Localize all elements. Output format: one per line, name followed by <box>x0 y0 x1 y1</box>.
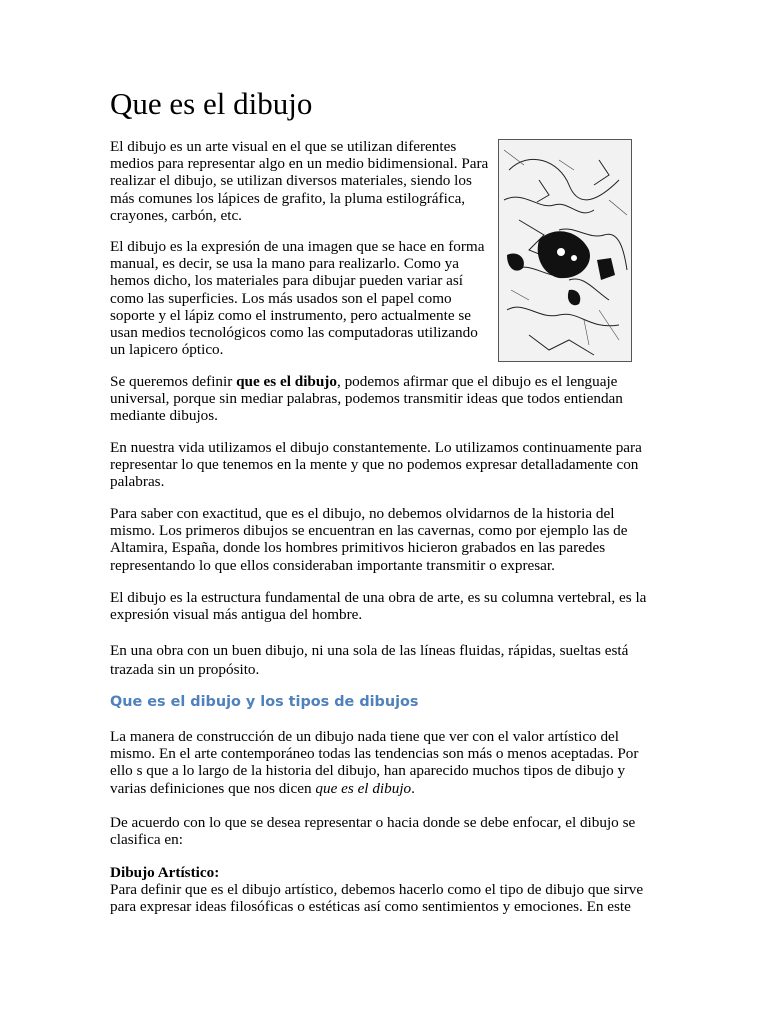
definition-bold-term: que es el dibujo <box>236 373 337 390</box>
paragraph-purpose: En una obra con un buen dibujo, ni una sola de las líneas fluidas, rápidas, sueltas está trazada sin un propósito. <box>110 642 629 678</box>
construction-italic-term: que es el dibujo <box>315 779 412 797</box>
artistic-heading: Dibujo Artístico: <box>110 864 220 881</box>
paragraph-intro-2: El dibujo es la expresión de una imagen que se hace en forma manual, es decir, se usa la mano para realizarlo. Como ya hemos dicho, los materiales para dibujar pueden variar así como las superficies. Los más usados son el papel como soporte y el lápiz como el instrumento, pero actualmente se usan medios tecnológicos como las computadoras utilizando un lapicero óptico. <box>110 238 485 359</box>
page-title: Que es el dibujo <box>110 86 313 121</box>
paragraph-definition <box>110 373 660 425</box>
definition-text-before: Se queremos definir <box>110 373 237 390</box>
construction-text-before: La manera de construcción de un dibujo nada tiene que ver con el valor artístico del mismo. En el arte contemporáneo todas las tendencias son más o menos aceptadas. Por ello s que a lo largo de la historia del dibujo, han aparecido muchos tipos de dibujo y varias definiciones que nos dicen <box>110 728 639 797</box>
paragraph-artistic <box>110 864 660 916</box>
section-heading-types: Que es el dibujo y los tipos de dibujos <box>110 694 419 710</box>
paragraph-structure: El dibujo es la estructura fundamental de una obra de arte, es su columna vertebral, es la expresión visual más antigua del hombre. <box>110 589 647 624</box>
construction-text-after: . <box>411 779 415 797</box>
artistic-text: Para definir que es el dibujo artístico, debemos hacerlo como el tipo de dibujo que sirve para expresar ideas filosóficas o estéticas así como sentimientos y emociones. En este <box>110 881 644 916</box>
paragraph-classification: De acuerdo con lo que se desea representar o hacia donde se debe enfocar, el dibujo se clasifica en: <box>110 814 636 849</box>
ink-drawing-figure <box>499 140 631 361</box>
definition-text-after: , podemos afirmar que el dibujo es el lenguaje universal, porque sin mediar palabras, podemos transmitir ideas que todos entiendan mediante dibujos. <box>110 373 623 425</box>
paragraph-daily-use: En nuestra vida utilizamos el dibujo constantemente. Lo utilizamos continuamente para representar lo que tenemos en la mente y que no podemos expresar detalladamente con palabras. <box>110 439 642 491</box>
paragraph-construction <box>110 728 660 797</box>
paragraph-intro-1: El dibujo es un arte visual en el que se utilizan diferentes medios para representar algo en un medio bidimensional. Para realizar el dibujo, se utilizan diversos materiales, siendo los más comunes los lápices de grafito, la pluma estilográfica, crayones, carbón, etc. <box>110 138 489 224</box>
document-page <box>110 0 662 1024</box>
paragraph-history: Para saber con exactitud, que es el dibujo, no debemos olvidarnos de la historia del mismo. Los primeros dibujos se encuentran en las cavernas, como por ejemplo las de Altamira, España, donde los hombres primitivos hicieron grabados en las paredes representando lo que ellos consideraban importante transmitir o expresar. <box>110 505 628 574</box>
drawing-illustration <box>498 139 632 362</box>
